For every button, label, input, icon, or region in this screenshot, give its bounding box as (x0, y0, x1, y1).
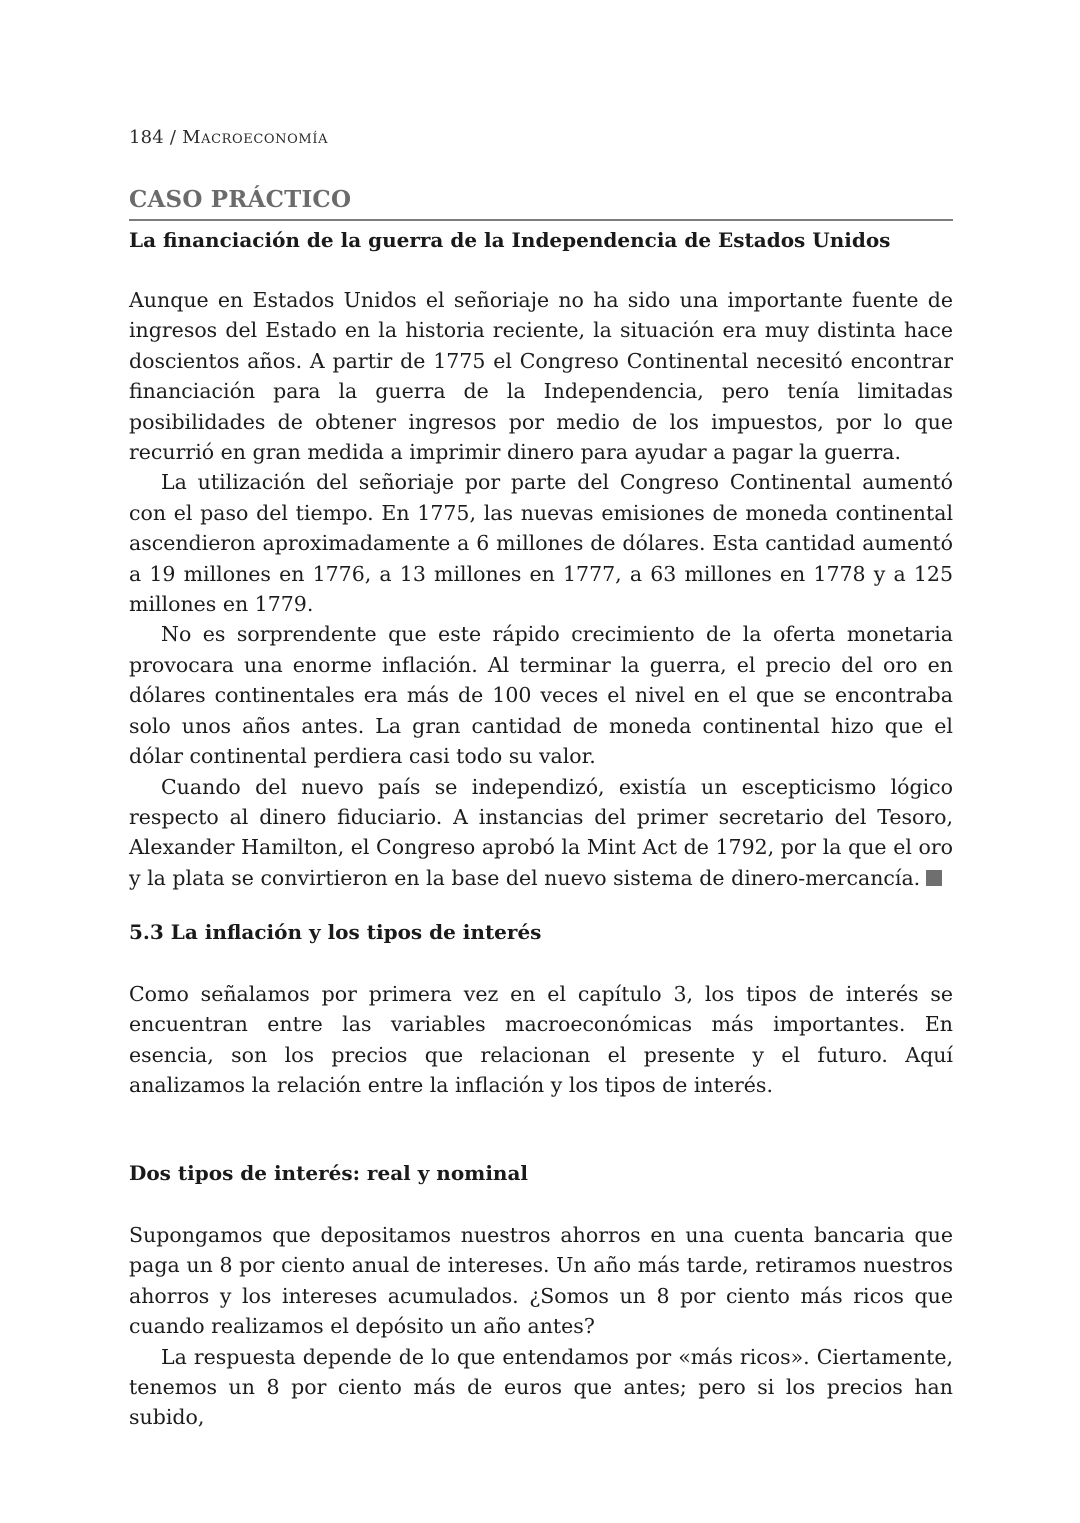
page-number: 184 / (129, 127, 183, 148)
end-of-case-square-icon (926, 870, 942, 886)
running-head (129, 127, 328, 148)
case-study-label: CASO PRÁCTICO (129, 186, 352, 213)
case-paragraph-4-text: Cuando del nuevo país se independizó, existía un escepticismo lógico respecto al dinero fiduciario. A instancias del primer secretario del Tesoro, Alexander Hamilton, el Congreso aprobó la Mint Act de 1792, por la que el oro y la plata se convirtieron en la base del nuevo sistema de dinero-mercancía. (129, 774, 953, 890)
subsection-paragraph-1: Supongamos que depositamos nuestros ahorros en una cuenta bancaria que paga un 8 por ciento anual de intereses. Un año más tarde, retiramos nuestros ahorros y los intereses acumulados. ¿Somos un 8 por ciento más ricos que cuando realizamos el depósito un año antes? (129, 1223, 953, 1339)
case-paragraph-1: Aunque en Estados Unidos el señoriaje no ha sido una importante fuente de ingresos del Estado en la historia reciente, la situación era muy distinta hace doscientos años. A partir de 1775 el Congreso Continental necesitó encontrar financiación para la guerra de la Independencia, pero tenía limitadas posibilidades de obtener ingresos por medio de los impuestos, por lo que recurrió en gran medida a imprimir dinero para ayudar a pagar la guerra. (129, 288, 953, 465)
section-5-3-body (129, 979, 953, 1101)
case-paragraph-4 (129, 772, 953, 894)
section-paragraph-1: Como señalamos por primera vez en el capítulo 3, los tipos de interés se encuentran entre las variables macroeconómicas más importantes. En esencia, son los precios que relacionan el presente y el futuro. Aquí analizamos la relación entre la inflación y los tipos de interés. (129, 982, 953, 1098)
subsection-paragraph-2: La respuesta depende de lo que entendamos por «más ricos». Ciertamente, tenemos un 8 por ciento más de euros que antes; pero si los precios han subido, (129, 1344, 953, 1430)
case-study-body (129, 285, 953, 893)
section-heading-5-3: 5.3 La inflación y los tipos de interés (129, 920, 542, 944)
case-paragraph-3: No es sorprendente que este rápido crecimiento de la oferta monetaria provocara una enorme inflación. Al terminar la guerra, el precio del oro en dólares continentales era más de 100 veces el nivel en el que se encontraba solo unos años antes. La gran cantidad de moneda continental hizo que el dólar continental perdiera casi todo su valor. (129, 622, 953, 769)
subsection-body (129, 1220, 953, 1433)
case-paragraph-2: La utilización del señoriaje por parte del Congreso Continental aumentó con el paso del tiempo. En 1775, las nuevas emisiones de moneda continental ascendieron aproximadamente a 6 millones de dólares. Esta cantidad aumentó a 19 millones en 1776, a 13 millones en 1777, a 63 millones en 1778 y a 125 millones en 1779. (129, 470, 953, 617)
case-study-title: La financiación de la guerra de la Independencia de Estados Unidos (129, 228, 891, 252)
case-study-rule (129, 219, 953, 221)
subsection-heading: Dos tipos de interés: real y nominal (129, 1161, 529, 1185)
book-title: Macroeconomía (182, 127, 329, 148)
